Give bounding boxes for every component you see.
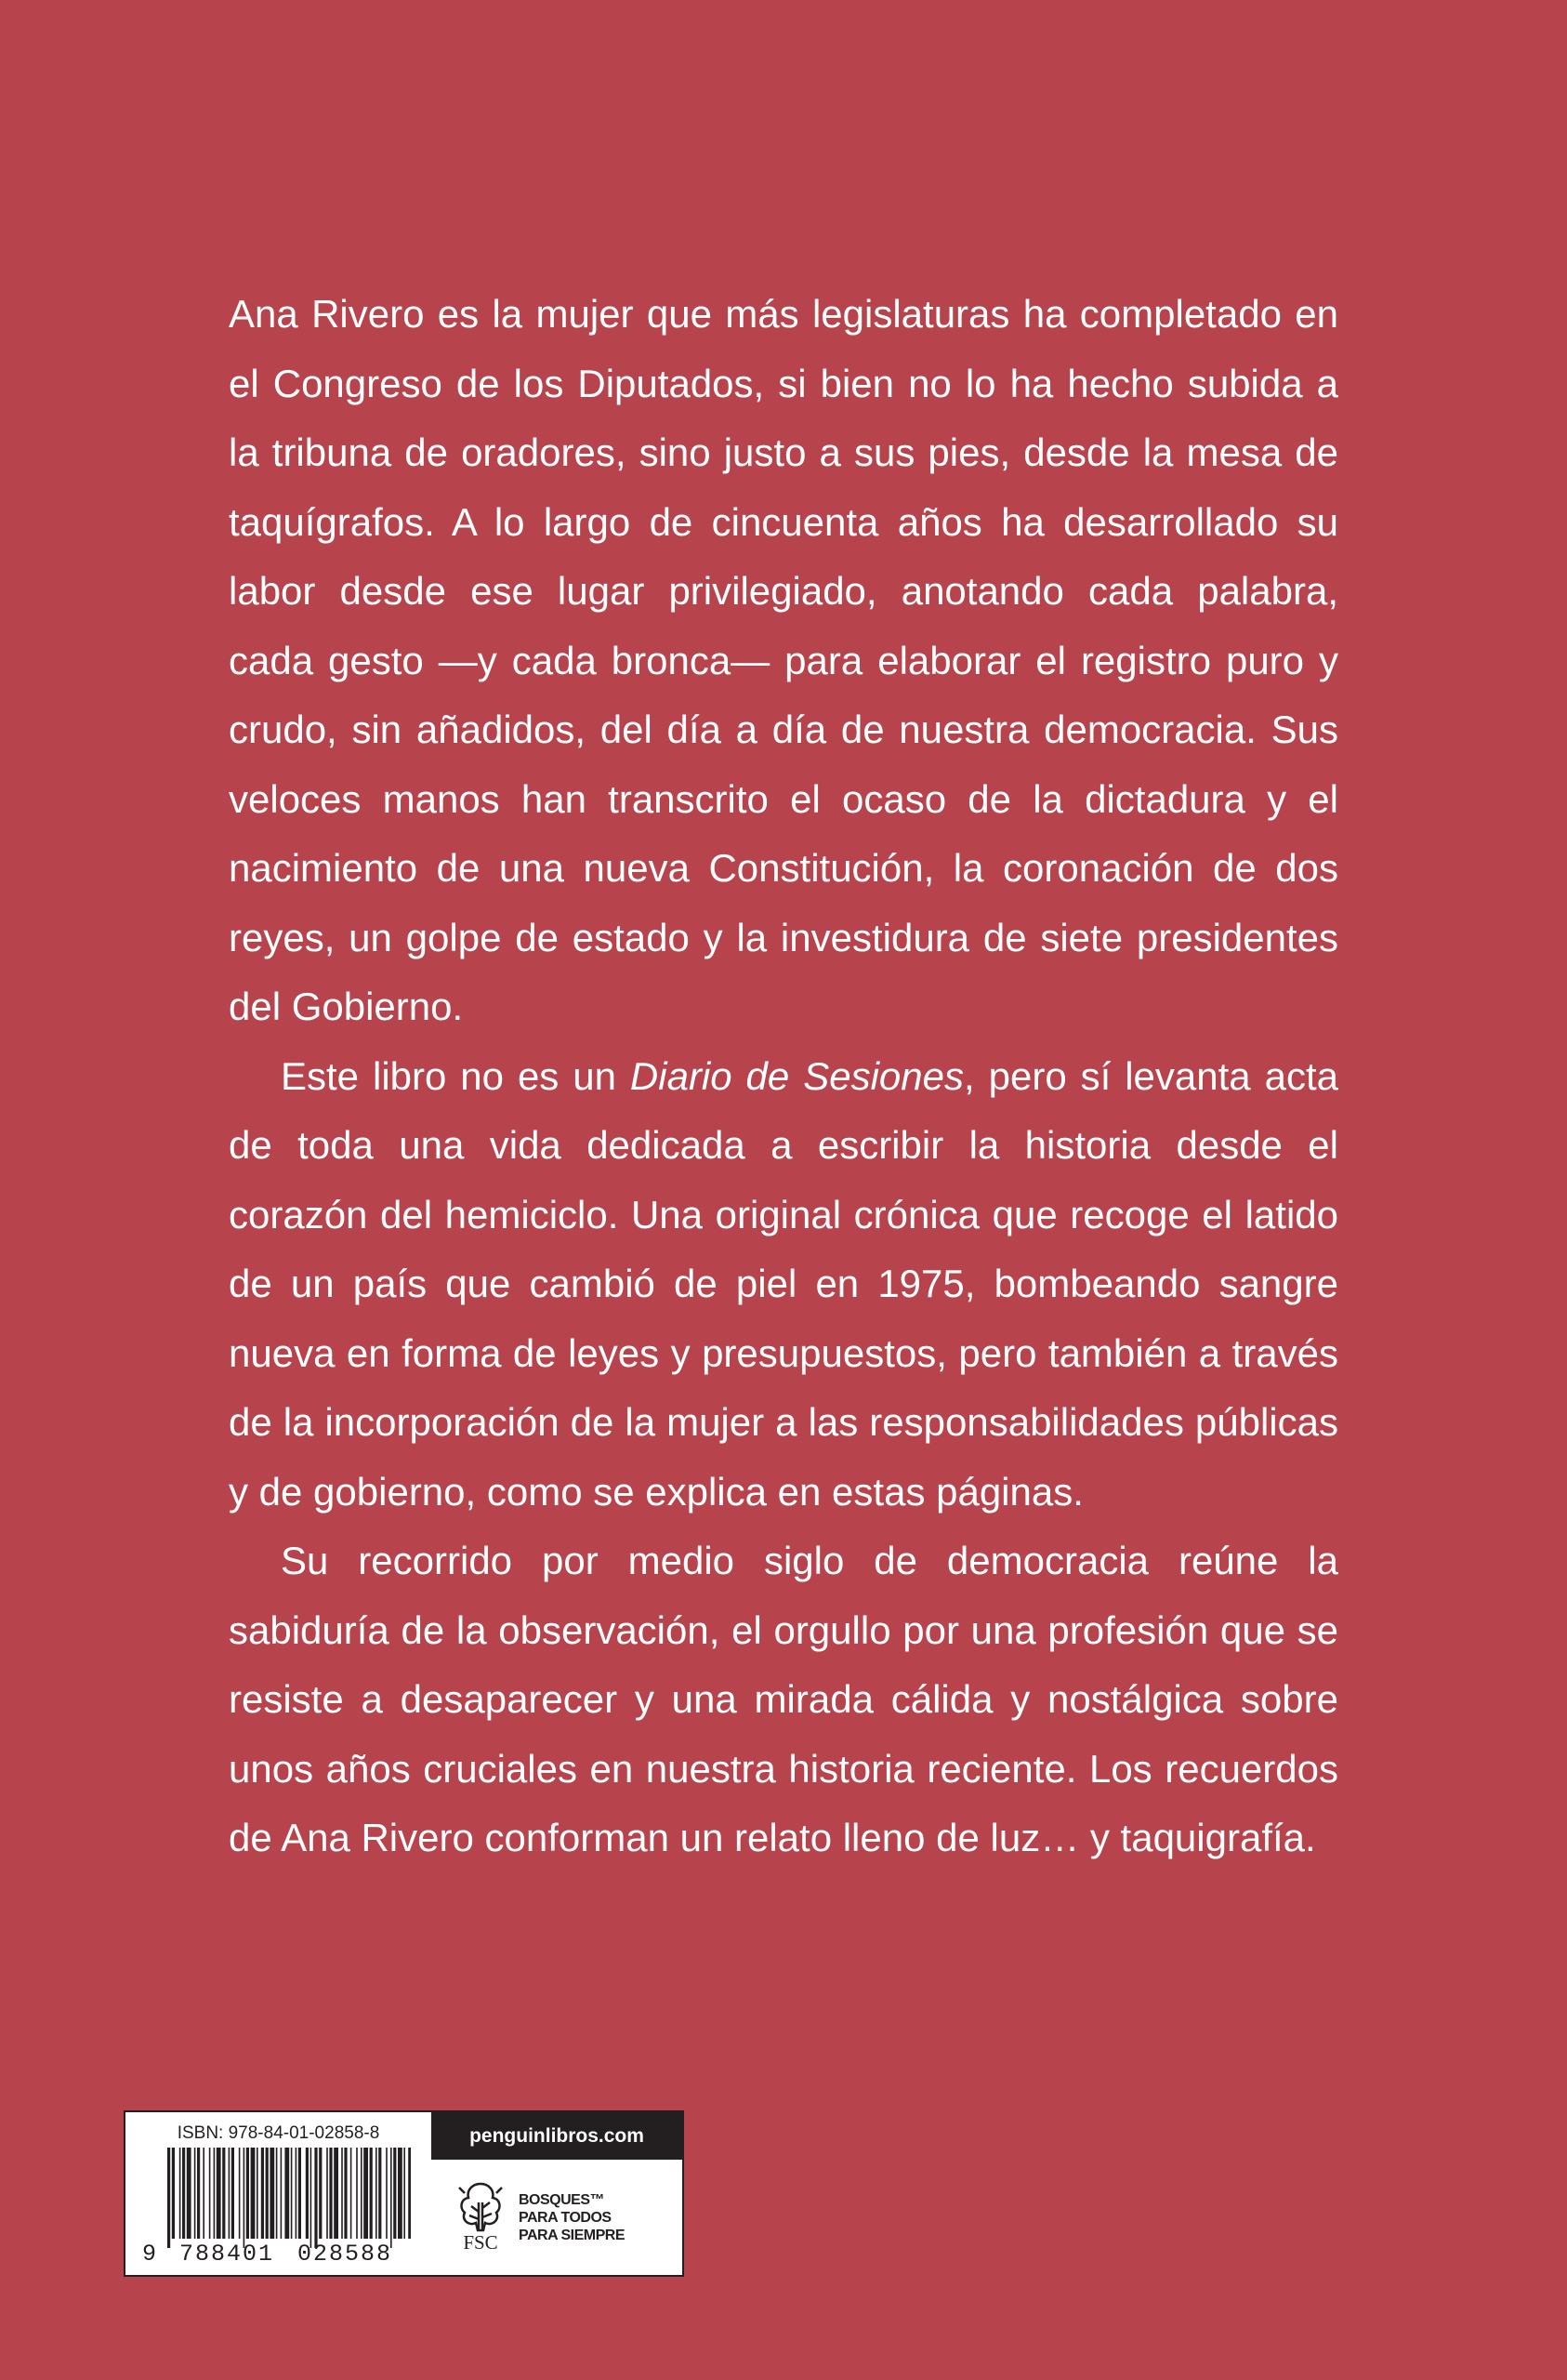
back-cover-blurb [229,280,1338,1873]
fsc-line-3: PARA SIEMPRE [519,2227,625,2243]
fsc-tree-icon [452,2180,509,2232]
blurb-paragraph-3: Su recorrido por medio siglo de democracia reúne la sabiduría de la observación, el orgullo por una profesión que se resiste a desaparecer y una mirada cálida y nostálgica sobre unos años cruciales en nuestra historia reciente. Los recuerdos de Ana Rivero conforman un relato lleno de luz… y taquigrafía. [229,1539,1338,1859]
isbn-number: ISBN: 978-84-01-02858-8 [177,2123,380,2143]
publisher-website: penguinlibros.com [431,2112,682,2160]
blurb-paragraph-2 [229,1042,1338,1527]
publisher-panel [431,2112,682,2275]
blurb-p2-end: , pero sí levanta acta de toda una vida dedicada a escribir la historia desde el corazón del hemiciclo. Una original crónica que recoge el latido de un país que cambió de piel en 1975, bombeando sangre nueva en forma de leyes y presupuestos, pero también a través de la incorporación de la mujer a las responsabilidades públicas y de gobierno, como se explica en estas páginas. [229,1053,1338,1514]
legal-box [124,2110,684,2277]
blurb-paragraph-1: Ana Rivero es la mujer que más legislaturas ha completado en el Congreso de los Diputados, si bien no lo ha hecho subida a la tribuna de oradores, sino justo a sus pies, desde la mesa de taquígrafos. A lo largo de cincuenta años ha desarrollado su labor desde ese lugar privilegiado, anotando cada palabra, cada gesto —y cada bronca— para elaborar el registro puro y crudo, sin añadidos, del día a día de nuestra democracia. Sus veloces manos han transcrito el ocaso de la dictadura y el nacimiento de una nueva Constitución, la coronación de dos reyes, un golpe de estado y la investidura de siete presidentes del Gobierno. [229,292,1338,1028]
fsc-line-1: BOSQUES™ [519,2191,605,2208]
fsc-logo [452,2180,509,2254]
fsc-slogan [519,2191,625,2244]
barcode-panel [125,2112,431,2275]
book-title-reference: Diario de Sesiones [629,1053,964,1098]
fsc-acronym: FSC [463,2231,498,2254]
ean-first-digit: 9 [142,2241,157,2268]
blurb-p2-start: Este libro no es un [281,1053,630,1098]
fsc-line-2: PARA TODOS [519,2209,612,2226]
fsc-certification [431,2160,682,2275]
ean-right-digits: 028588 [297,2241,393,2268]
ean-left-digits: 788401 [179,2241,275,2268]
barcode-icon [167,2148,411,2248]
